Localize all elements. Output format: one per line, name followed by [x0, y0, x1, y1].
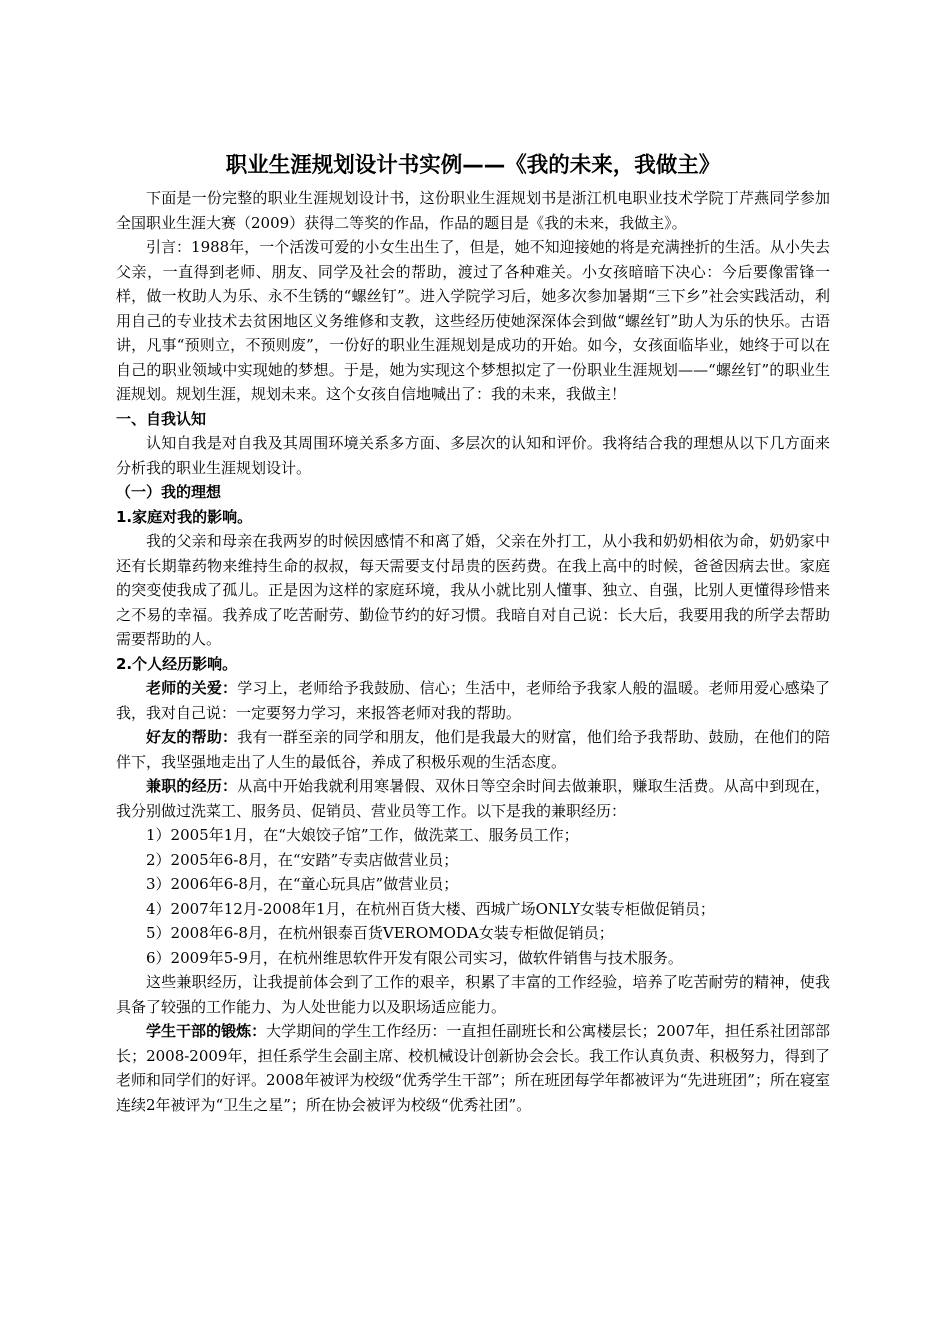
student-cadre-text: 大学期间的学生工作经历：一直担任副班长和公寓楼层长；2007年，担任系社团部部长；2008-2009年，担任系学生会副主席、校机械设计创新协会会长。我工作认真负责、积极努力，得到了老师和同学们的好评。2008年被评为校级“优秀学生干部”；所在班团每学年都被评为“先进班团”；所在寝室连续2年被评为“卫生之星”；所在协会被评为校级“优秀社团”。 — [116, 1022, 830, 1114]
list-item: 4）2007年12月-2008年1月，在杭州百货大楼、西城广场ONLY女装专柜做促销员； — [146, 899, 715, 918]
section-heading-self-awareness: 一、自我认知 — [116, 409, 207, 428]
preface-paragraph: 引言：1988年，一个活泼可爱的小女生出生了，但是，她不知迎接她的将是充满挫折的生活。从小失去父亲，一直得到老师、朋友、同学及社会的帮助，渡过了各种难关。小女孩暗暗下决心：今后要像雷锋一样，做一枚助人为乐、永不生锈的“螺丝钉”。进入学院学习后，她多次参加暑期“三下乡”社会实践活动，利用自己的专业技术去贫困地区义务维修和支教，这些经历使她深深体会到做“螺丝钉”助人为乐的快乐。古语讲，凡事“预则立，不预则废”，一份好的职业生涯规划是成功的开始。如今，女孩面临毕业，她终于可以在自己的职业领域中实现她的梦想。于是，她为实现这个梦想拟定了一份职业生涯规划——“螺丝钉”的职业生涯规划。规划生涯，规划未来。这个女孩自信地喊出了：我的未来，我做主！ — [116, 238, 830, 403]
item-heading-experience: 2.个人经历影响。 — [116, 654, 238, 673]
student-cadre-paragraph — [116, 1019, 830, 1117]
list-item: 6）2009年5-9月，在杭州维思软件开发有限公司实习，做软件销售与技术服务。 — [146, 948, 683, 967]
parttime-text: 从高中开始我就利用寒暑假、双休日等空余时间去做兼职，赚取生活费。从高中到现在，我分别做过洗菜工、服务员、促销员、营业员等工作。以下是我的兼职经历： — [116, 777, 830, 820]
document-body — [116, 150, 830, 1117]
parttime-paragraph — [116, 774, 830, 823]
student-cadre-lead: 学生干部的锻炼： — [146, 1022, 267, 1040]
friends-help-text: 我有一群至亲的同学和朋友，他们是我最大的财富，他们给予我帮助、鼓励，在他们的陪伴下，我坚强地走出了人生的最低谷，养成了积极乐观的生活态度。 — [116, 728, 830, 771]
family-paragraph: 我的父亲和母亲在我两岁的时候因感情不和离了婚，父亲在外打工，从小我和奶奶相依为命，奶奶家中还有长期靠药物来维持生命的叔叔，每天需要支付昂贵的医药费。在我上高中的时候，爸爸因病去世。家庭的突变使我成了孤儿。正是因为这样的家庭环境，我从小就比别人懂事、独立、自强，比别人更懂得珍惜来之不易的幸福。我养成了吃苦耐劳、勤俭节约的好习惯。我暗自对自己说：长大后，我要用我的所学去帮助需要帮助的人。 — [116, 532, 830, 648]
parttime-summary-paragraph: 这些兼职经历，让我提前体会到了工作的艰辛，积累了丰富的工作经验，培养了吃苦耐劳的精神，使我具备了较强的工作能力、为人处世能力以及职场适应能力。 — [116, 973, 830, 1016]
list-item: 5）2008年6-8月，在杭州银泰百货VEROMODA女装专柜做促销员； — [146, 924, 614, 942]
friends-help-paragraph — [116, 725, 830, 774]
list-item: 1）2005年1月，在“大娘饺子馆”工作，做洗菜工、服务员工作； — [146, 826, 579, 844]
teacher-care-paragraph — [116, 676, 830, 725]
intro-paragraph: 下面是一份完整的职业生涯规划设计书，这份职业生涯规划书是浙江机电职业技术学院丁芹燕同学参加全国职业生涯大赛（2009）获得二等奖的作品，作品的题目是《我的未来，我做主》。 — [116, 189, 830, 232]
subsection-heading-ideal: （一）我的理想 — [116, 483, 222, 501]
item-heading-family: 1.家庭对我的影响。 — [116, 507, 253, 526]
document-title: 职业生涯规划设计书实例——《我的未来，我做主》 — [225, 153, 721, 178]
parttime-lead: 兼职的经历： — [146, 777, 238, 795]
self-awareness-paragraph: 认知自我是对自我及其周围环境关系多方面、多层次的认知和评价。我将结合我的理想从以下几方面来分析我的职业生涯规划设计。 — [116, 434, 830, 477]
list-item: 2）2005年6-8月，在“安踏”专卖店做营业员； — [146, 850, 459, 869]
teacher-care-lead: 老师的关爱： — [146, 679, 238, 697]
teacher-care-text: 学习上，老师给予我鼓励、信心；生活中，老师给予我家人般的温暖。老师用爱心感染了我，我对自己说：一定要努力学习，来报答老师对我的帮助。 — [116, 679, 830, 722]
list-item: 3）2006年6-8月，在“童心玩具店”做营业员； — [146, 875, 459, 893]
friends-help-lead: 好友的帮助： — [146, 728, 238, 746]
